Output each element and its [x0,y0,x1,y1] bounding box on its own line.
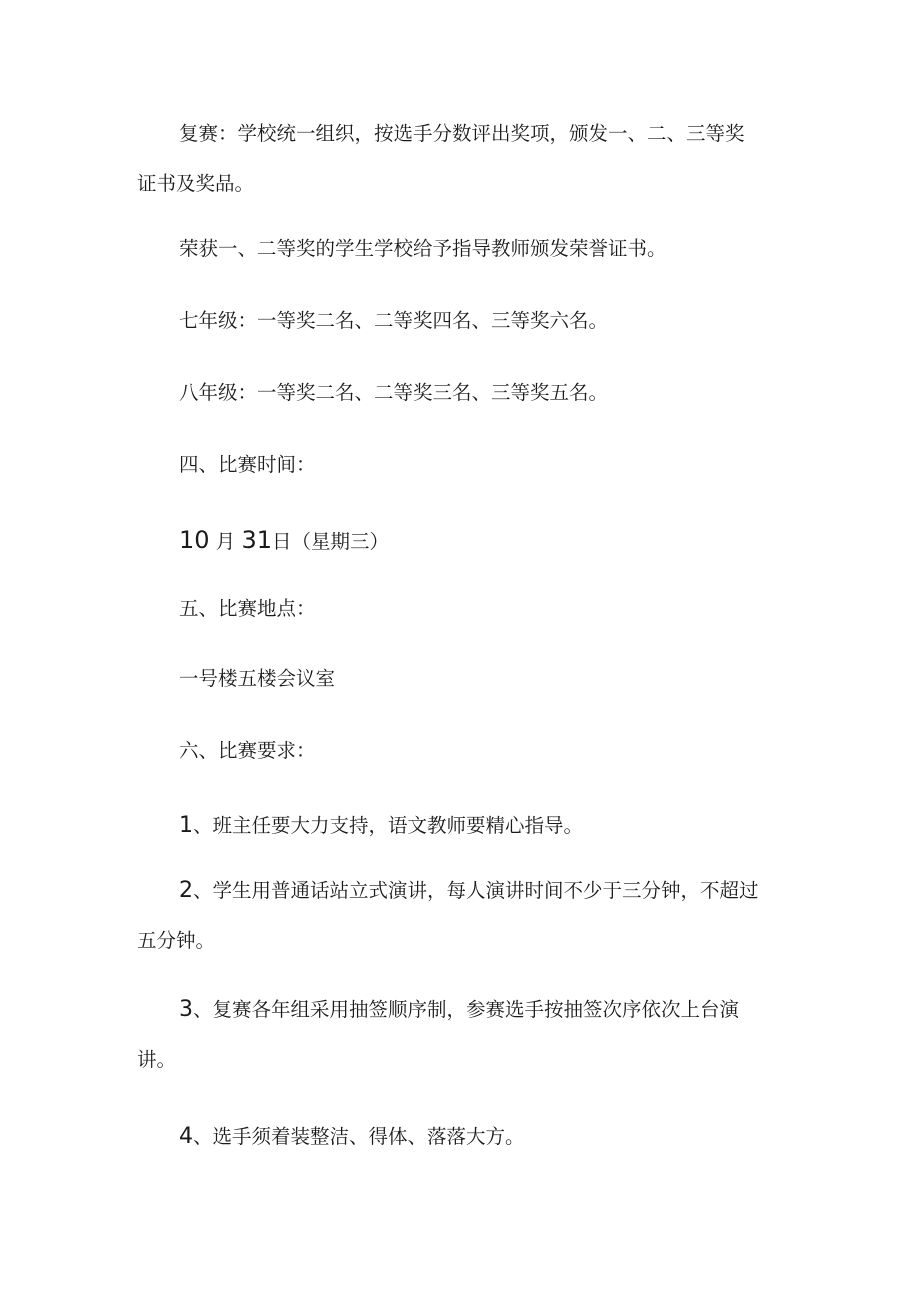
requirement-item-3 [179,997,739,1023]
requirement-item-2 [179,878,759,904]
requirement-item-4 [179,1124,525,1150]
requirement-item-2-continuation: 五分钟。 [137,929,216,952]
heading-competition-location: 五、比赛地点： [179,597,316,620]
paragraph-prelim-line1: 复赛：学校统一组织，按选手分数评出奖项，颁发一、二、三等奖 [179,122,745,145]
requirement-number: 4 [179,1124,193,1149]
date-month-number: 10 [179,526,210,554]
requirement-item-1 [179,813,583,839]
paragraph-prelim-line2: 证书及奖品。 [137,172,255,195]
date-day-number: 31 [241,526,273,554]
paragraph-teacher-certificate: 荣获一、二等奖的学生学校给予指导教师颁发荣誉证书。 [179,237,667,260]
requirement-text: 、复赛各年组采用抽签顺序制，参赛选手按抽签次序依次上台演 [193,998,740,1021]
requirement-number: 3 [179,997,193,1022]
requirement-number: 1 [179,813,193,838]
requirement-text: 、学生用普通话站立式演讲，每人演讲时间不少于三分钟，不超过 [193,879,759,902]
competition-location: 一号楼五楼会议室 [179,667,336,690]
requirement-item-3-continuation: 讲。 [137,1048,177,1071]
competition-date [179,527,389,555]
paragraph-grade8-awards: 八年级：一等奖二名、二等奖三名、三等奖五名。 [179,381,609,404]
requirement-text: 、班主任要大力支持，语文教师要精心指导。 [193,814,584,837]
heading-competition-requirements: 六、比赛要求： [179,739,316,762]
heading-competition-time: 四、比赛时间： [179,453,316,476]
requirement-number: 2 [179,878,193,903]
requirement-text: 、选手须着装整洁、得体、落落大方。 [193,1125,525,1148]
paragraph-grade7-awards: 七年级：一等奖二名、二等奖四名、三等奖六名。 [179,309,609,332]
date-month-label: 月 [215,530,236,553]
date-day-label: 日（星期三） [272,530,390,553]
